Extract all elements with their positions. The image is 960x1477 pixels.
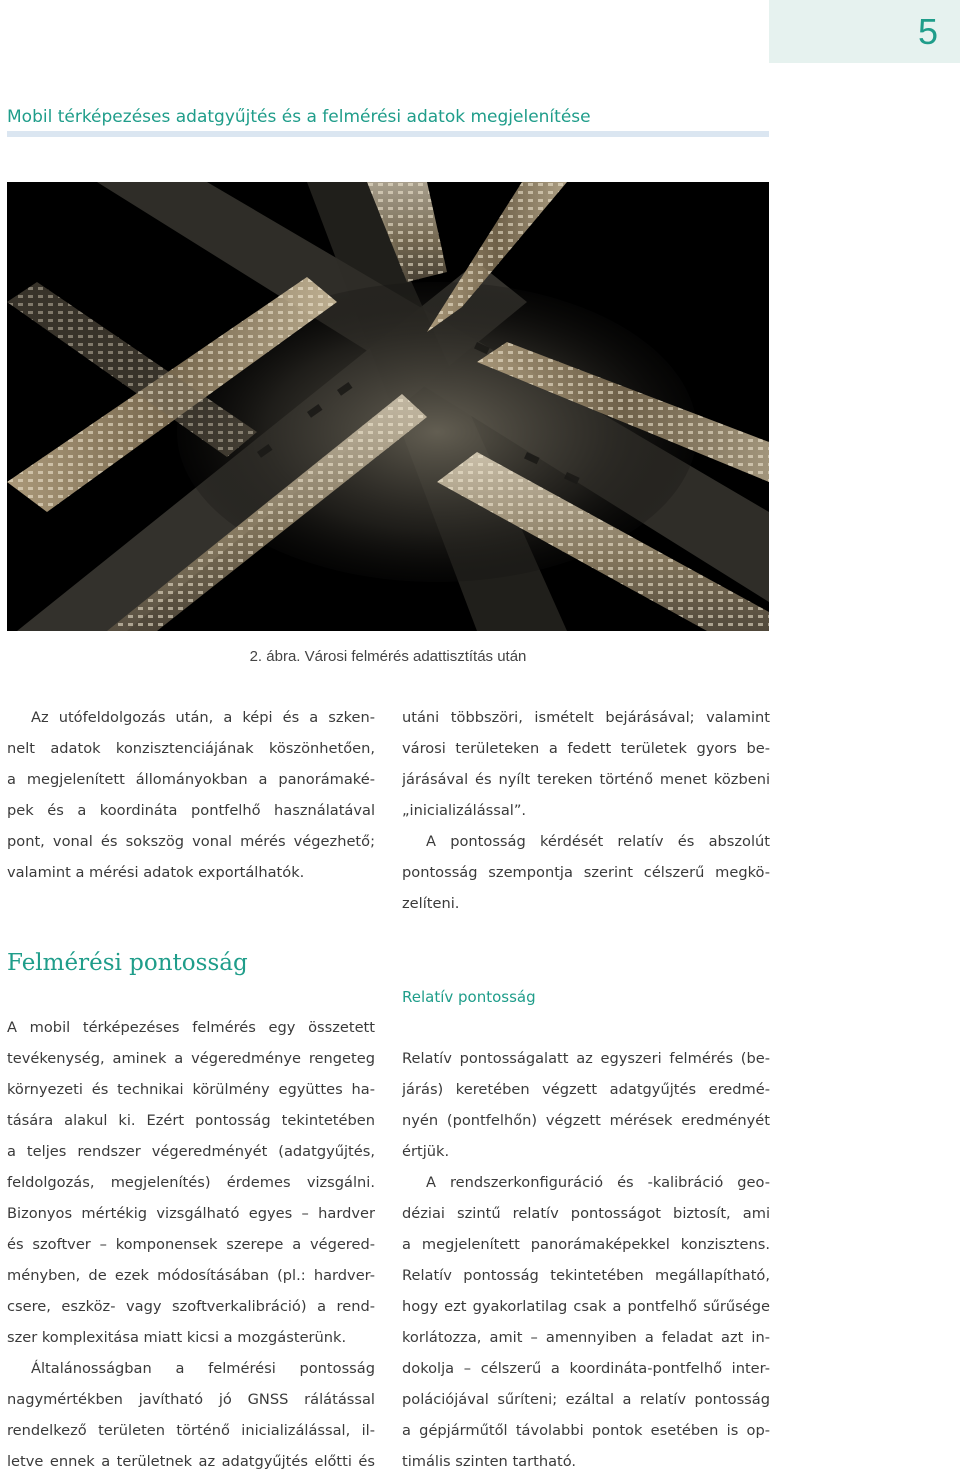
section-right-line: nyén (pontfelhőn) végzett mérések eredményét [402, 1112, 770, 1129]
point-cloud-image [7, 182, 769, 631]
intro-right-line: pontosság szempontja szerint célszerű megkö- [402, 864, 770, 881]
section-left-line: tására alakul ki. Ezért pontosság tekintetében [7, 1112, 375, 1129]
section-right-column [402, 1043, 770, 1477]
section-right-line: A rendszerkonfiguráció és -kalibráció geo- [426, 1174, 770, 1191]
intro-left-line: a megjelenített állományokban a panorámaké- [7, 771, 375, 788]
section-left-line: környezeti és technikai körülmény együttes ha- [7, 1081, 375, 1098]
subheading-relative-accuracy: Relatív pontosság [402, 988, 536, 1006]
section-left-line: tevékenység, aminek a végeredménye rengeteg [7, 1050, 375, 1067]
section-right-line: déziai szintű relatív pontosságot biztosít, ami [402, 1205, 770, 1222]
section-left-line: Bizonyos mértékig vizsgálható egyes – hardver [7, 1205, 375, 1222]
section-left-line: a teljes rendszer végeredményét (adatgyűjtés, [7, 1143, 375, 1160]
section-left-line: nagymértékben javítható jó GNSS rálátással [7, 1391, 375, 1408]
section-right-line: Relatív pontosságalatt az egyszeri felmérés (be- [402, 1050, 770, 1067]
section-left-column [7, 1012, 375, 1477]
section-left-line: feldolgozás, megjelenítés) érdemes vizsgálni. [7, 1174, 375, 1191]
page-number-box [769, 0, 960, 63]
section-right-line: dokolja – célszerű a koordináta-pontfelhő inter- [402, 1360, 770, 1377]
intro-right-line: „inicializálással”. [402, 802, 527, 819]
intro-left-line: pont, vonal és sokszög vonal mérés végezhető; [7, 833, 375, 850]
intro-left-line: nelt adatok konzisztenciájának köszönhetően, [7, 740, 375, 757]
figure-caption: 2. ábra. Városi felmérés adattisztítás után [249, 648, 527, 665]
intro-left-line: pek és a koordináta pontfelhő használatával [7, 802, 375, 819]
section-left-line: szer komplexitása miatt kicsi a mozgásterünk. [7, 1329, 347, 1346]
section-left-line: rendelkező területen történő inicializálással, il- [7, 1422, 375, 1439]
intro-right-line: utáni többszöri, ismételt bejárásával; valamint [402, 709, 770, 726]
section-left-line: Általánosságban a felmérési pontosság [31, 1360, 375, 1377]
intro-right-line: zelíteni. [402, 895, 460, 912]
section-right-line: a gépjárműtől távolabbi pontok esetében is op- [402, 1422, 770, 1439]
section-left-line: ményben, de ezek módosításában (pl.: hardver- [7, 1267, 375, 1284]
intro-left-line: valamint a mérési adatok exportálhatók. [7, 864, 305, 881]
intro-left-line: Az utófeldolgozás után, a képi és a szken- [31, 709, 375, 726]
point-cloud-figure [7, 182, 769, 631]
intro-left-column [7, 702, 375, 888]
section-right-line: Relatív pontosság tekintetében megállapítható, [402, 1267, 770, 1284]
section-right-line: járás) keretében végzett adatgyűjtés eredmé- [402, 1081, 770, 1098]
intro-right-line: A pontosság kérdését relatív és abszolút [426, 833, 770, 850]
section-left-line: csere, eszköz- vagy szoftverkalibráció) a rend- [7, 1298, 375, 1315]
section-right-line: értjük. [402, 1143, 450, 1160]
intro-right-column [402, 702, 770, 919]
section-right-line: korlátozza, amit – amennyiben a feladat azt in- [402, 1329, 770, 1346]
section-right-line: timális szinten tartható. [402, 1453, 577, 1470]
running-title: Mobil térképezéses adatgyűjtés és a felmérési adatok megjelenítése [7, 107, 591, 127]
intro-right-line: városi területeken a fedett területek gyors be- [402, 740, 770, 757]
section-left-line: A mobil térképezéses felmérés egy összetett [7, 1019, 375, 1036]
section-heading: Felmérési pontosság [7, 950, 248, 976]
section-right-line: polációjával sűríteni; ezáltal a relatív pontosság [402, 1391, 770, 1408]
page-number: 5 [917, 11, 938, 52]
section-left-line: és szoftver – komponensek szerepe a végered- [7, 1236, 375, 1253]
title-rule [7, 131, 769, 137]
section-right-line: hogy ezt gyakorlatilag csak a pontfelhő sűrűsége [402, 1298, 770, 1315]
intro-right-line: járásával és nyílt tereken történő menet közbeni [402, 771, 770, 788]
section-left-line: letve ennek a területnek az adatgyűjtés előtti és [7, 1453, 375, 1470]
section-right-line: a megjelenített panorámaképekkel konzisztens. [402, 1236, 770, 1253]
